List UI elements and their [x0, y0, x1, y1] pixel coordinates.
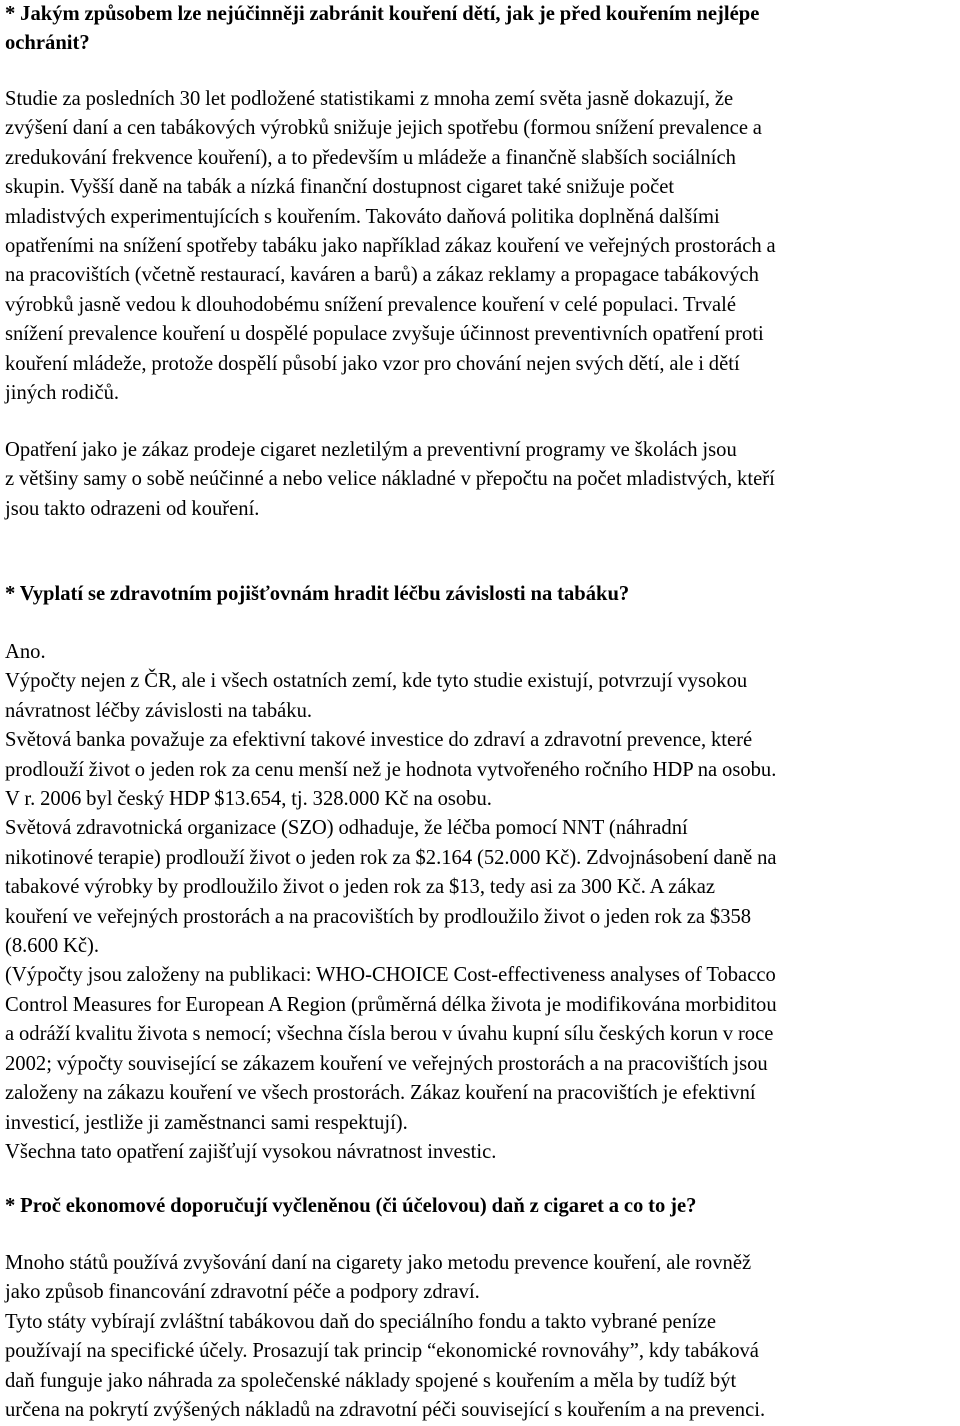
heading-line: * Jakým způsobem lze nejúčinněji zabránit kouření dětí, jak je před kouřením nejlépe [5, 3, 760, 25]
text-line: založeny na zákazu kouření ve všech prostorách. Zákaz kouření na pracovištích je efektivní [5, 1082, 756, 1105]
text-line: určena na pokrytí zvýšených nákladů na zdravotní péči související s kouřením a na prevenci. [5, 1399, 766, 1422]
text-line: kouření ve veřejných prostorách a na pracovištích by prodloužilo život o jeden rok za $358 [5, 905, 752, 928]
text-line: nikotinové terapie) prodlouží život o jeden rok za $2.164 (52.000 Kč). Zdvojnásobení daně na [5, 846, 777, 869]
text-line: skupin. Vyšší daně na tabák a nízká finanční dostupnost cigaret také snižuje počet [5, 176, 675, 199]
text-line: kouření mládeže, protože dospělí působí jako vzor pro chování nejen svých dětí, ale i dětí [5, 352, 740, 375]
text-line: Ano. [5, 641, 46, 663]
text-line: Všechna tato opatření zajišťují vysokou návratnost investic. [5, 1140, 497, 1163]
text-line: Světová zdravotnická organizace (SZO) odhaduje, že léčba pomocí NNT (náhradní [5, 817, 688, 840]
question-heading-3 [5, 1192, 696, 1221]
text-line: používají na specifické účely. Prosazují tak princip “ekonomické rovnováhy”, kdy tabáková [5, 1340, 759, 1363]
text-line: opatřeními na snížení spotřeby tabáku jako například zákaz kouření ve veřejných prostorách a [5, 235, 776, 258]
text-line: a odráží kvalitu života s nemocí; všechna čísla berou v úvahu kupní sílu českých korun v roce [5, 1023, 774, 1046]
text-line: jiných rodičů. [5, 382, 120, 405]
text-line: mladistvých experimentujících s kouřením. Takováto daňová politika doplněná dalšími [5, 205, 720, 228]
text-line: zvýšení daní a cen tabákových výrobků snižuje jejich spotřebu (formou snížení prevalence a [5, 117, 762, 140]
text-line: Světová banka považuje za efektivní takové investice do zdraví a zdravotní prevence, které [5, 729, 753, 752]
answer-paragraph-3 [5, 638, 777, 1167]
text-line: z většiny samy o sobě neúčinné a nebo velice nákladné v přepočtu na počet mladistvých, kteří [5, 468, 775, 491]
text-line: daň funguje jako náhrada za společenské náklady spojené s kouřením a měla by tudíž být [5, 1369, 737, 1392]
text-line: (Výpočty jsou založeny na publikaci: WHO-CHOICE Cost-effectiveness analyses of Tobacco [5, 964, 776, 987]
text-line: Tyto státy vybírají zvláštní tabákovou daň do speciálního fondu a takto vybrané peníze [5, 1310, 716, 1333]
heading-line: * Proč ekonomové doporučují vyčleněnou (či účelovou) daň z cigaret a co to je? [5, 1195, 697, 1217]
text-line: prodlouží život o jeden rok za cenu menší než je hodnota vytvořeného ročního HDP na osobu. [5, 758, 777, 781]
question-heading-1 [5, 0, 759, 59]
text-line: návratnost léčby závislosti na tabáku. [5, 699, 313, 722]
text-line: 2002; výpočty související se zákazem kouření ve veřejných prostorách a na pracovištích jsou [5, 1052, 768, 1075]
answer-paragraph-4 [5, 1249, 765, 1425]
text-line: Výpočty nejen z ČR, ale i všech ostatních zemí, kde tyto studie existují, potvrzují vysokou [5, 670, 748, 693]
heading-line: * Vyplatí se zdravotním pojišťovnám hradit léčbu závislosti na tabáku? [5, 583, 630, 605]
answer-paragraph-1 [5, 85, 776, 408]
text-line: jako způsob financování zdravotní péče a podpory zdraví. [5, 1281, 480, 1304]
text-line: Mnoho států používá zvyšování daní na cigarety jako metodu prevence kouření, ale rovněž [5, 1252, 752, 1274]
text-line: Opatření jako je zákaz prodeje cigaret nezletilým a preventivní programy ve školách jsou [5, 439, 737, 461]
text-line: snížení prevalence kouření u dospělé populace zvyšuje účinnost preventivních opatření proti [5, 323, 764, 346]
text-line: tabakové výrobky by prodloužilo život o jeden rok za $13, tedy asi za 300 Kč. A zákaz [5, 876, 716, 899]
text-line: V r. 2006 byl český HDP $13.654, tj. 328.000 Kč na osobu. [5, 788, 492, 811]
text-line: investicí, jestliže ji zaměstnanci sami respektují). [5, 1111, 408, 1134]
answer-paragraph-2 [5, 436, 775, 524]
text-line: Control Measures for European A Region (průměrná délka života je modifikována morbiditou [5, 993, 777, 1016]
question-heading-2 [5, 580, 629, 609]
heading-line: ochránit? [5, 32, 90, 55]
text-line: na pracovištích (včetně restaurací, kaváren a barů) a zákaz reklamy a propagace tabákových [5, 264, 759, 287]
text-line: Studie za posledních 30 let podložené statistikami z mnoha zemí světa jasně dokazují, že [5, 88, 734, 110]
text-line: (8.600 Kč). [5, 935, 100, 958]
text-line: výrobků jasně vedou k dlouhodobému snížení prevalence kouření v celé populaci. Trvalé [5, 293, 737, 316]
text-line: jsou takto odrazeni od kouření. [5, 497, 260, 520]
text-line: zredukování frekvence kouření), a to především u mládeže a finančně slabších sociálních [5, 146, 736, 169]
